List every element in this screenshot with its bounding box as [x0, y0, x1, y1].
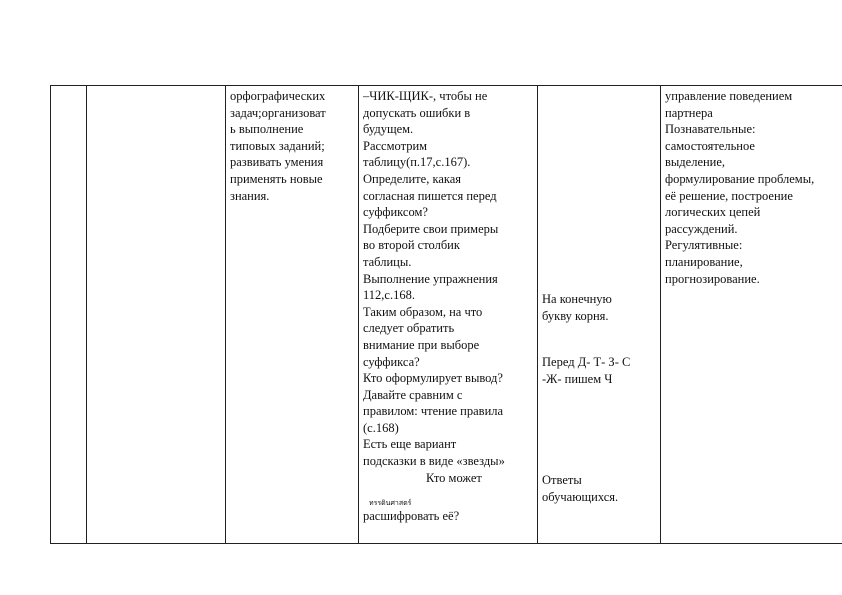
- teacher-activity-line: согласная пишется перед: [363, 188, 497, 203]
- table-row: [51, 86, 842, 544]
- student-answer-line: Перед Д- Т- З- С: [542, 355, 631, 370]
- table-cell-empty-1: [51, 86, 87, 544]
- learning-actions-line: партнера: [665, 105, 713, 120]
- teacher-activity-line: правилом: чтение правила: [363, 404, 504, 419]
- teacher-activity-text: [363, 88, 533, 470]
- student-answer-3: [542, 472, 656, 505]
- learning-actions-line: Регулятивные:: [665, 238, 743, 253]
- teacher-activity-line: таблицу(п.17,с.167).: [363, 155, 471, 170]
- learning-actions-line: рассуждений.: [665, 221, 738, 236]
- teacher-activity-line: подсказки в виде «звезды»: [363, 454, 505, 469]
- learning-actions-line: Познавательные:: [665, 122, 756, 137]
- teacher-activity-line: таблицы.: [363, 254, 412, 269]
- teacher-activity-line: Определите, какая: [363, 171, 462, 186]
- table-cell-goals: [226, 86, 359, 544]
- learning-actions-line: логических цепей: [665, 205, 761, 220]
- learning-actions-line: формулирование проблемы,: [665, 171, 815, 186]
- teacher-activity-line: будущем.: [363, 122, 414, 137]
- learning-actions-line: самостоятельное: [665, 138, 755, 153]
- teacher-activity-line: следует обратить: [363, 321, 455, 336]
- teacher-activity-line: Таким образом, на что: [363, 304, 483, 319]
- teacher-activity-line: Выполнение упражнения: [363, 271, 498, 286]
- goals-text: [230, 88, 354, 204]
- goals-line: типовых заданий;: [230, 138, 325, 153]
- teacher-activity-line: (с.168): [363, 420, 399, 435]
- teacher-activity-line: Давайте сравним с: [363, 387, 463, 402]
- teacher-activity-line: Подберите свои примеры: [363, 221, 499, 236]
- table-cell-empty-2: [87, 86, 226, 544]
- table-cell-learning-actions: [661, 86, 842, 544]
- learning-actions-text: [665, 88, 842, 287]
- learning-actions-line: планирование,: [665, 254, 743, 269]
- learning-actions-line: управление поведением: [665, 89, 793, 103]
- teacher-activity-line: допускать ошибки в: [363, 105, 471, 120]
- lesson-plan-table: [50, 85, 842, 544]
- teacher-activity-line: суффикса?: [363, 354, 420, 369]
- teacher-activity-line: суффиксом?: [363, 205, 428, 220]
- teacher-activity-line: внимание при выборе: [363, 337, 480, 352]
- teacher-activity-line: Рассмотрим: [363, 138, 428, 153]
- teacher-activity-last-line: расшифровать её?: [363, 509, 460, 524]
- teacher-activity-indented-line: Кто может: [426, 470, 482, 485]
- goals-line: знания.: [230, 188, 270, 203]
- table-cell-student-activity: [538, 86, 661, 544]
- teacher-activity-line: во второй столбик: [363, 238, 460, 253]
- goals-line: задач;организоват: [230, 105, 326, 120]
- teacher-activity-line: Есть еще вариант: [363, 437, 457, 452]
- learning-actions-line: её решение, построение: [665, 188, 793, 203]
- teacher-activity-line: –ЧИК-ЩИК-, чтобы не: [363, 89, 488, 103]
- goals-line: развивать умения: [230, 155, 324, 170]
- student-answer-line: букву корня.: [542, 308, 609, 323]
- student-answer-1: [542, 291, 656, 324]
- student-answer-line: -Ж- пишем Ч: [542, 371, 613, 386]
- embedded-object-label: ทรรดินศาสตร์: [369, 500, 412, 508]
- teacher-activity-line: 112,с.168.: [363, 288, 415, 303]
- goals-line: применять новые: [230, 171, 323, 186]
- student-answer-line: Ответы: [542, 473, 582, 488]
- table-cell-teacher-activity: [359, 86, 538, 544]
- goals-line: ь выполнение: [230, 122, 304, 137]
- student-answer-line: обучающихся.: [542, 489, 619, 504]
- student-answer-2: [542, 354, 656, 387]
- learning-actions-line: выделение,: [665, 155, 726, 170]
- teacher-activity-line: Кто оформулирует вывод?: [363, 371, 503, 386]
- student-answer-line: На конечную: [542, 292, 612, 306]
- goals-line: орфографических: [230, 89, 326, 103]
- learning-actions-line: прогнозирование.: [665, 271, 760, 286]
